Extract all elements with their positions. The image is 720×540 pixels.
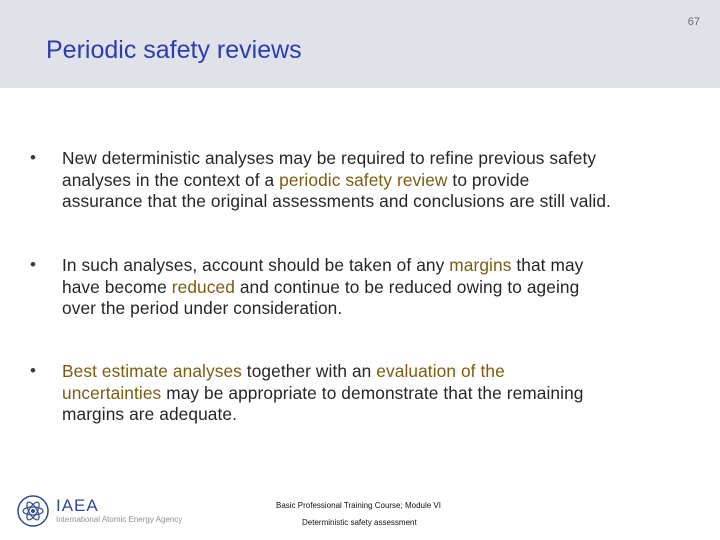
highlighted-text: periodic safety review — [279, 169, 448, 190]
text-run: New deterministic analyses may be required to refine previous safety — [62, 148, 597, 168]
iaea-logo — [16, 494, 182, 528]
bullet-marker: • — [30, 148, 36, 167]
text-run: margins are adequate. — [62, 404, 238, 424]
text-run: to provide — [447, 169, 530, 190]
highlighted-text: evaluation of the — [376, 361, 505, 381]
slide-header — [0, 0, 720, 88]
highlighted-text: Best estimate analyses — [62, 361, 242, 381]
text-run: and continue to be reduced owing to ageing — [234, 276, 580, 297]
highlighted-text: margins — [449, 255, 512, 275]
text-run: that may — [511, 255, 584, 275]
highlighted-text: reduced — [171, 276, 235, 297]
text-run: have become — [62, 276, 172, 297]
footer-module: Deterministic safety assessment — [302, 518, 417, 527]
highlighted-text: uncertainties — [62, 382, 162, 403]
text-run: together with an — [241, 361, 377, 381]
iaea-emblem-icon — [16, 494, 50, 528]
iaea-full-name: International Atomic Energy Agency — [56, 515, 183, 524]
page-number: 67 — [687, 16, 700, 28]
text-run: assurance that the original assessments and conclusions are still valid. — [62, 191, 611, 211]
bullet-text — [62, 255, 702, 320]
footer-course: Basic Professional Training Course; Module VI — [276, 501, 441, 510]
text-run: may be appropriate to demonstrate that the remaining — [161, 382, 584, 403]
bullet-text — [62, 148, 702, 213]
text-run: In such analyses, account should be taken of any — [62, 255, 450, 275]
bullet-text — [62, 361, 702, 426]
text-run: analyses in the context of a — [62, 169, 280, 190]
bullet-marker: • — [30, 361, 36, 380]
slide-title: Periodic safety reviews — [46, 36, 302, 64]
bullet-marker: • — [30, 255, 36, 274]
text-run: over the period under consideration. — [62, 298, 343, 318]
iaea-abbreviation: IAEA — [56, 496, 99, 515]
